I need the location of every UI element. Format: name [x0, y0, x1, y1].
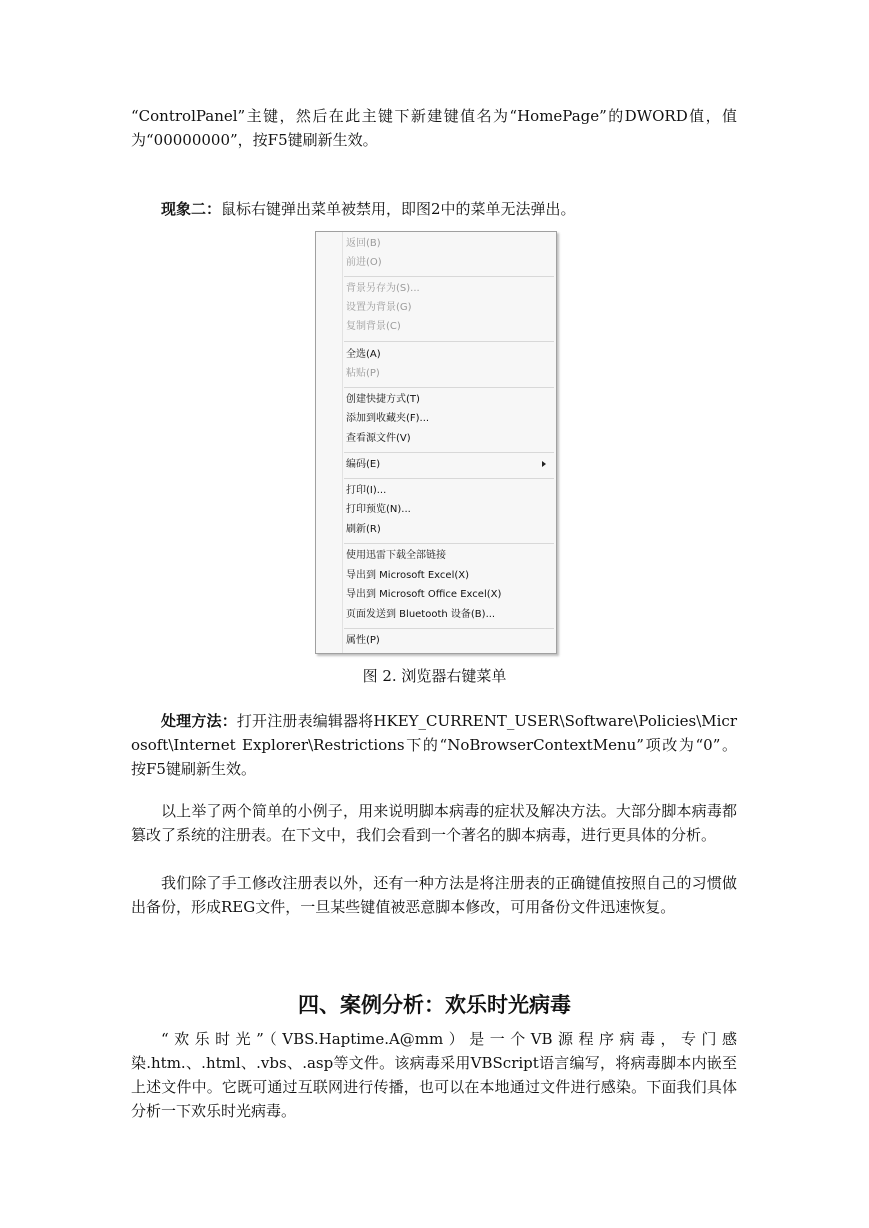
- menu-item-send-bluetooth: 页面发送到 Bluetooth 设备(B)...: [346, 609, 496, 620]
- menu-item-print-preview: 打印预览(N)...: [346, 504, 411, 515]
- menu-separator: [344, 276, 554, 277]
- solution-text: 打开注册表编辑器将HKEY_CURRENT_USER\Software\Policies\Microsoft\Internet Explorer\Restrictions下的“NoBrowserContextMenu”项改为“0”。按F5键刷新生效。: [131, 712, 737, 778]
- symptom-two-text: 鼠标右键弹出菜单被禁用，即图2中的菜单无法弹出。: [221, 200, 576, 218]
- menu-item-print: 打印(I)...: [346, 485, 387, 496]
- submenu-arrow-icon: [542, 461, 546, 467]
- menu-item-refresh: 刷新(R): [346, 524, 381, 535]
- menu-item-export-excel: 导出到 Microsoft Excel(X): [346, 570, 470, 581]
- menu-separator: [344, 341, 554, 342]
- paragraph-backup: 我们除了手工修改注册表以外，还有一种方法是将注册表的正确键值按照自己的习惯做出备份，形成REG文件，一旦某些键值被恶意脚本修改，可用备份文件迅速恢复。: [131, 874, 737, 916]
- menu-item-view-source: 查看源文件(V): [346, 433, 411, 444]
- menu-item-select-all: 全选(A): [346, 349, 381, 360]
- browser-context-menu-figure: [315, 231, 557, 654]
- menu-separator: [344, 543, 554, 544]
- menu-item-set-background: 设置为背景(G): [346, 302, 412, 313]
- section-heading: 四、案例分析：欢乐时光病毒: [298, 992, 571, 1017]
- menu-item-copy-background: 复制背景(C): [346, 321, 401, 332]
- menu-item-forward: 前进(O): [346, 257, 382, 268]
- menu-item-back: 返回(B): [346, 238, 381, 249]
- menu-item-add-favorites: 添加到收藏夹(F)...: [346, 413, 430, 424]
- menu-item-paste: 粘贴(P): [346, 368, 380, 379]
- menu-separator: [344, 452, 554, 453]
- menu-separator: [344, 478, 554, 479]
- menu-item-thunder-download: 使用迅雷下载全部链接: [346, 550, 446, 561]
- symptom-two-label: 现象二：: [161, 200, 222, 218]
- menu-item-export-office-excel: 导出到 Microsoft Office Excel(X): [346, 589, 502, 600]
- paragraph-symptom-two: [131, 197, 737, 221]
- menu-item-encoding: [346, 455, 552, 474]
- paragraph-summary: 以上举了两个简单的小例子，用来说明脚本病毒的症状及解决方法。大部分脚本病毒都篡改了系统的注册表。在下文中，我们会看到一个著名的脚本病毒，进行更具体的分析。: [131, 802, 737, 844]
- paragraph-controlpanel: “ControlPanel”主键，然后在此主键下新建键值名为“HomePage”的DWORD值，值为“00000000”，按F5键刷新生效。: [131, 107, 737, 149]
- paragraph-solution: [131, 709, 737, 781]
- menu-separator: [344, 387, 554, 388]
- solution-label: 处理方法：: [161, 712, 237, 730]
- menu-item-create-shortcut: 创建快捷方式(T): [346, 394, 420, 405]
- menu-separator: [344, 628, 554, 629]
- menu-item-properties: 属性(P): [346, 635, 380, 646]
- menu-icon-strip: [342, 232, 343, 653]
- paragraph-haptime: “欢乐时光”（VBS.Haptime.A@mm）是一个VB源程序病毒，专门感染.htm.、.html、.vbs、.asp等文件。该病毒采用VBScript语言编写，将病毒脚本内嵌至上述文件中。它既可通过互联网进行传播，也可以在本地通过文件进行感染。下面我们具体分析一下欢乐时光病毒。: [131, 1030, 737, 1120]
- menu-item-encoding-label: 编码(E): [346, 459, 381, 470]
- menu-item-save-background: 背景另存为(S)...: [346, 283, 420, 294]
- figure-caption: 图 2. 浏览器右键菜单: [362, 667, 507, 685]
